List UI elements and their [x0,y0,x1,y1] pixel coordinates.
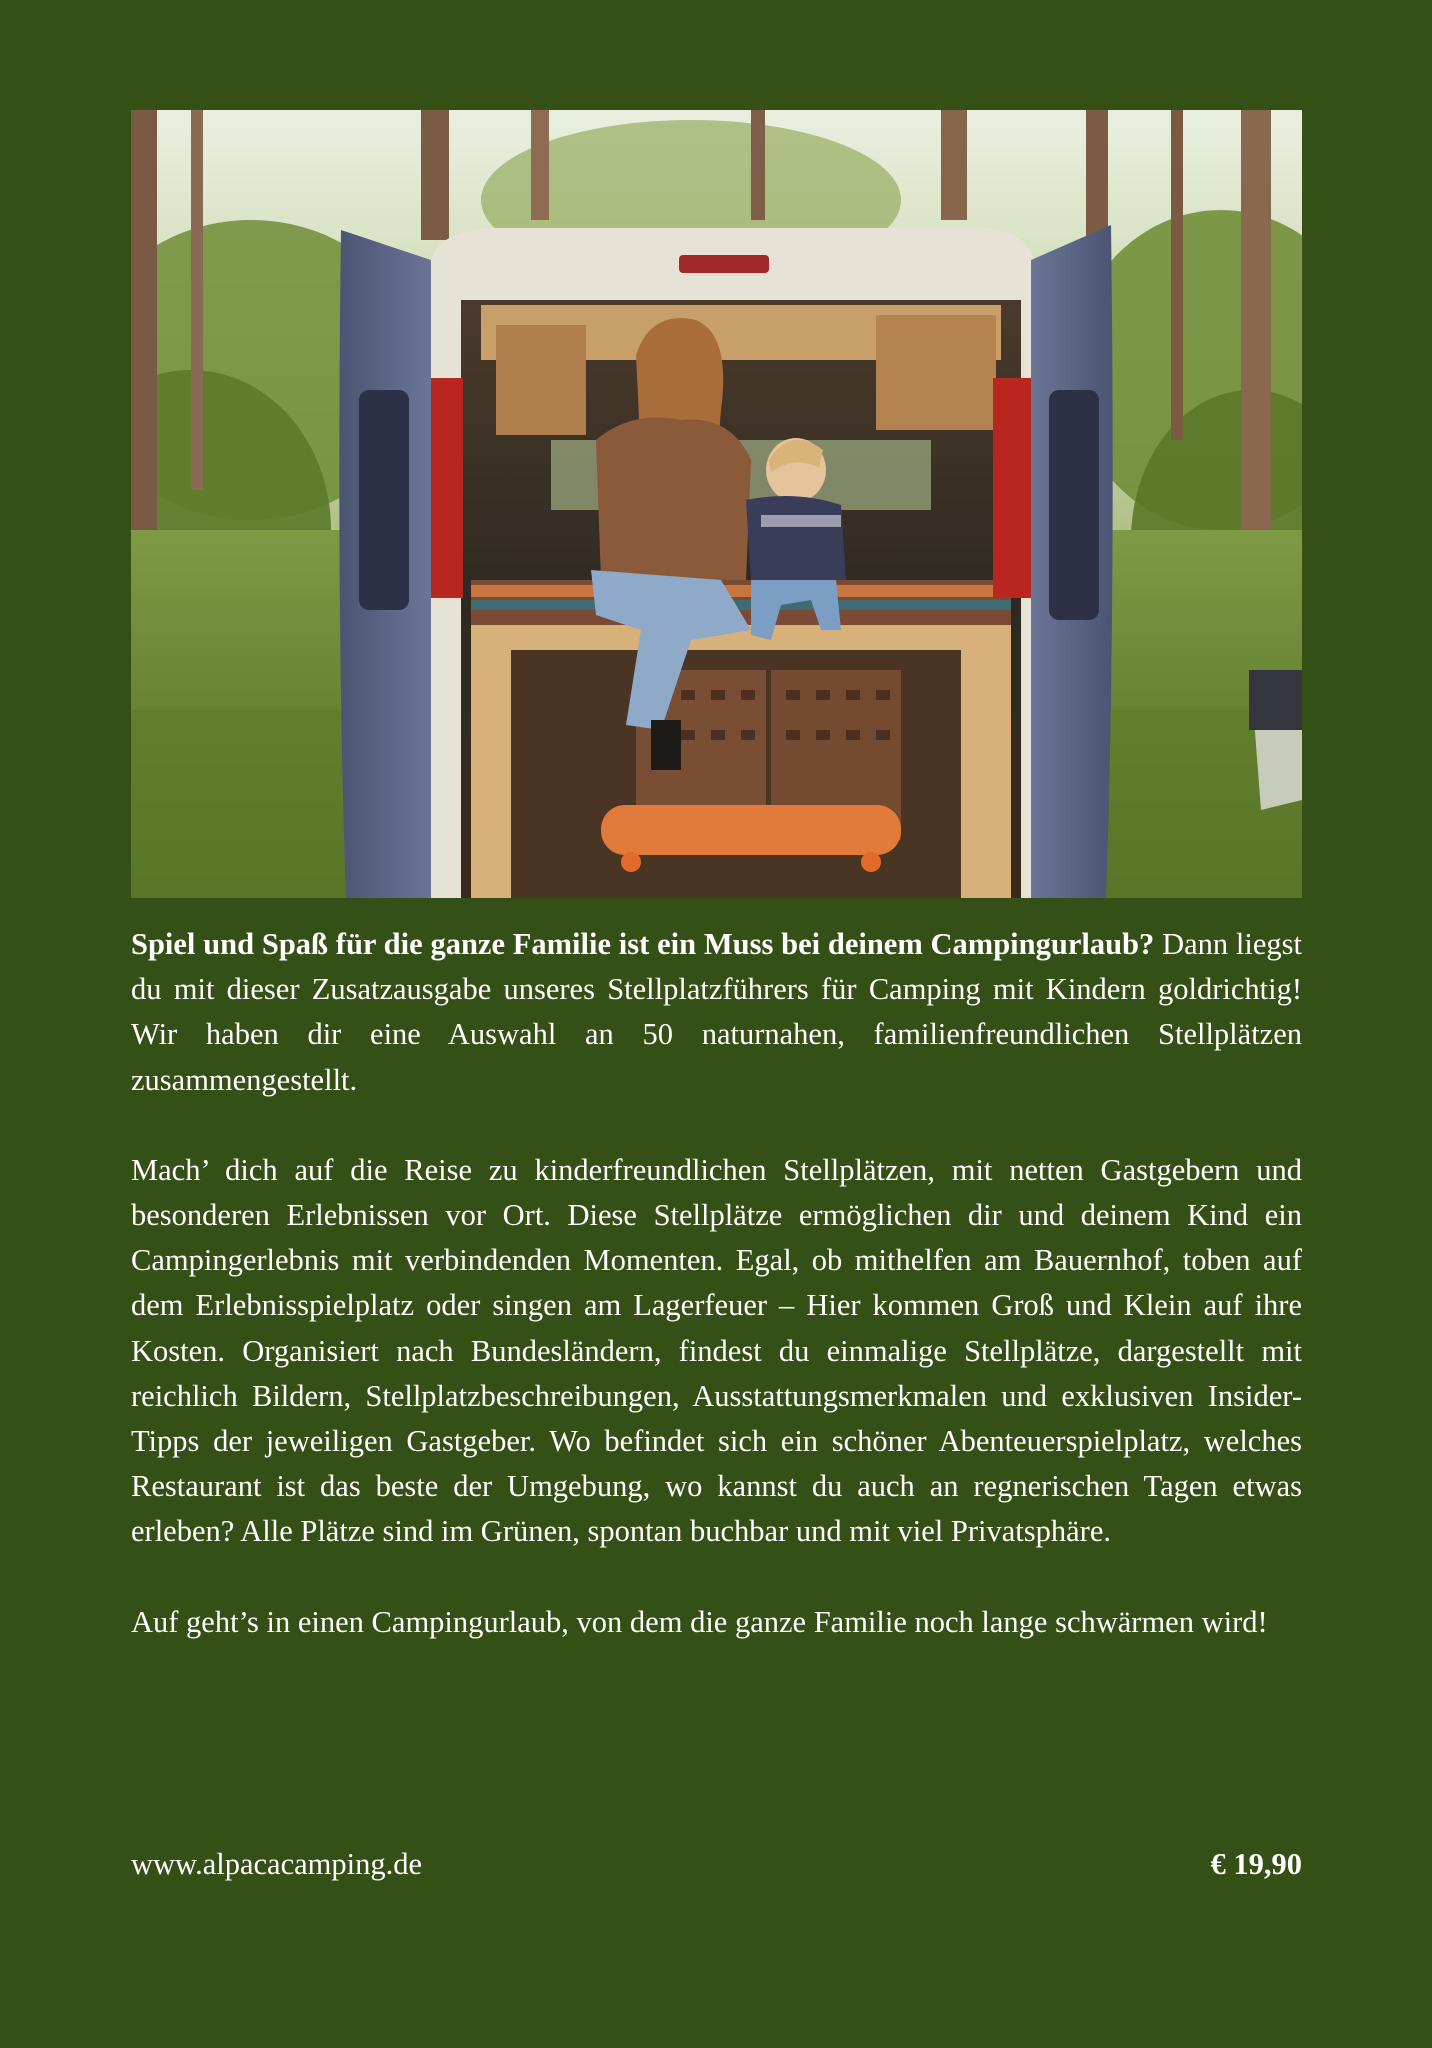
footer [131,1842,1302,1887]
website-url: www.alpacacamping.de [131,1847,423,1881]
intro-text: Dann liegst du mit dieser Zusatzausgabe unseres Stellplatzführers für Camping mit Kindern goldrichtig! Wir haben dir eine Auswahl an 50 naturnahen, familienfreundlichen Stellplätzen zusammengestellt. [131,927,1302,1097]
closing-paragraph: Auf geht’s in einen Campingurlaub, von dem die ganze Familie noch lange schwärmen wird! [131,1604,1268,1639]
lead-sentence: Spiel und Spaß für die ganze Familie ist ein Muss bei deinem Campingurlaub? [131,927,1155,961]
description-paragraph: Mach’ dich auf die Reise zu kinderfreundlichen Stellplätzen, mit netten Gastgebern und besonderen Erlebnissen vor Ort. Diese Stellplätze ermöglichen dir und deinem Kind ein Campingerlebnis mit verbindenden Momenten. Egal, ob mithelfen am Bauernhof, toben auf dem Erlebnisspielplatz oder singen am Lagerfeuer – Hier kommen Groß und Klein auf ihre Kosten. Organisiert nach Bundesländern, findest du einmalige Stellplätze, dargestellt mit reichlich Bildern, Stellplatzbeschreibungen, Ausstattungsmerkmalen und exklusiven Insider-Tipps der jeweiligen Gastgeber. Wo befindet sich ein schöner Abenteuerspielplatz, welches Restaurant ist das beste der Umgebung, wo kannst du auch an regnerischen Tagen etwas erleben? Alle Plätze sind im Grünen, spontan buchbar und mit viel Privatsphäre. [131,1152,1302,1549]
cover-photo [131,110,1302,898]
intro-paragraph [131,922,1302,1103]
blurb [131,922,1302,1690]
price: € 19,90 [1210,1847,1302,1881]
